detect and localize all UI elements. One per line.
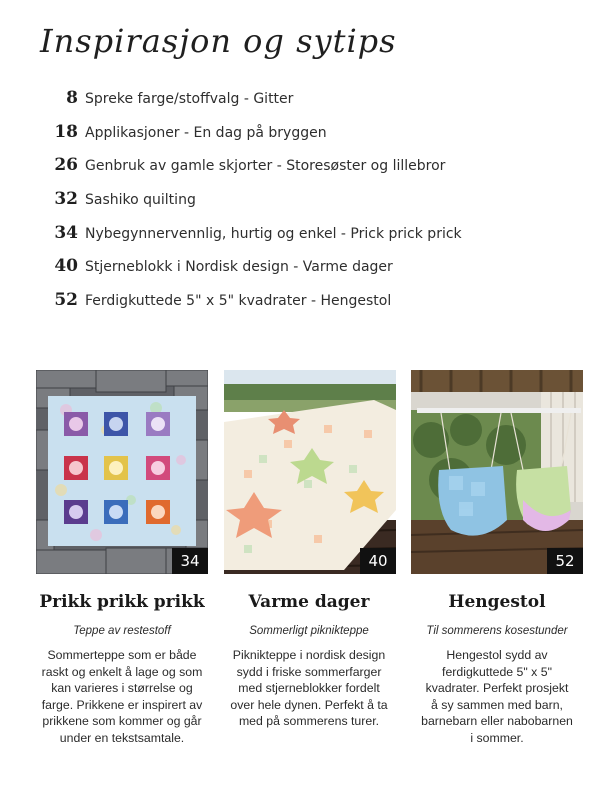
photo-varme-dager[interactable] bbox=[224, 370, 396, 574]
toc-item-title: Applikasjoner - En dag på bryggen bbox=[85, 124, 327, 141]
description-line: Piknikteppe i nordisk design bbox=[232, 648, 386, 662]
feature-title[interactable]: Varme dager bbox=[248, 592, 370, 612]
toc-item-title: Ferdigkuttede 5" x 5" kvadrater - Hengestol bbox=[85, 293, 392, 310]
description-line: Sommerteppe som er både bbox=[47, 648, 197, 662]
hanging-chairs-image bbox=[411, 370, 583, 574]
toc-item[interactable] bbox=[40, 88, 560, 122]
toc-item-title: Spreke farge/stoffvalg - Gitter bbox=[85, 91, 294, 107]
toc-item[interactable] bbox=[40, 155, 560, 189]
description-line: kan varieres i størrelse og bbox=[51, 681, 193, 696]
feature-subtitle: Til sommerens kosestunder bbox=[426, 625, 568, 637]
feature-title[interactable]: Prikk prikk prikk bbox=[39, 592, 205, 612]
table-of-contents bbox=[40, 88, 560, 324]
toc-item-title: Sashiko quilting bbox=[85, 192, 196, 209]
description-line: prikkene som kommer og går bbox=[42, 714, 202, 729]
toc-item[interactable] bbox=[40, 290, 560, 324]
toc-item[interactable] bbox=[40, 223, 560, 257]
description-line: Hengestol sydd av bbox=[446, 648, 548, 662]
description-line: med på sommerens turer. bbox=[238, 714, 380, 729]
toc-item[interactable] bbox=[40, 256, 560, 290]
toc-page-number: 34 bbox=[54, 222, 78, 243]
toc-item-title: Stjerneblokk i Nordisk design - Varme dager bbox=[85, 259, 393, 276]
feature-description bbox=[32, 647, 212, 747]
page-badge: 34 bbox=[172, 548, 208, 574]
description-line: med stjerneblokker fordelt bbox=[238, 681, 380, 696]
description-line: i sommer. bbox=[470, 730, 524, 745]
description-line: å sy sammen med barn, bbox=[431, 697, 563, 712]
description-line: farge. Prikkene er inspirert av bbox=[41, 697, 203, 712]
description-line: under en tekstsamtale. bbox=[59, 730, 185, 745]
toc-item[interactable] bbox=[40, 122, 560, 156]
toc-page-number: 32 bbox=[54, 189, 78, 210]
description-line: sydd i friske sommerfarger bbox=[236, 664, 382, 679]
description-line: over hele dynen. Perfekt å ta bbox=[230, 697, 388, 712]
feature-prikk-prikk-prikk bbox=[32, 592, 212, 747]
feature-varme-dager bbox=[219, 592, 399, 730]
toc-item-title: Nybegynnervennlig, hurtig og enkel - Prick prick prick bbox=[85, 225, 462, 242]
description-line: raskt og enkelt å lage og som bbox=[41, 664, 203, 679]
photo-prikk-prikk-prikk[interactable] bbox=[36, 370, 208, 574]
feature-description bbox=[407, 647, 587, 747]
description-line: barnebarn eller nabobarnen bbox=[421, 714, 573, 729]
toc-page-number: 52 bbox=[54, 290, 78, 311]
toc-page-number: 8 bbox=[66, 88, 78, 108]
feature-hengestol bbox=[407, 592, 587, 747]
page-badge: 40 bbox=[360, 548, 396, 574]
toc-page-number: 40 bbox=[54, 256, 78, 277]
feature-subtitle: Sommerligt piknikteppe bbox=[249, 625, 369, 637]
feature-description bbox=[219, 647, 399, 730]
page-title: Inspirasjon og sytips bbox=[40, 22, 397, 60]
photo-hengestol[interactable] bbox=[411, 370, 583, 574]
feature-title[interactable]: Hengestol bbox=[448, 592, 546, 612]
toc-page-number: 18 bbox=[54, 121, 78, 142]
toc-item-title: Genbruk av gamle skjorter - Storesøster og lillebror bbox=[85, 158, 446, 175]
toc-page-number: 26 bbox=[54, 155, 78, 176]
star-quilt-on-bench-image bbox=[224, 370, 396, 574]
description-line: kvadrater. Perfekt prosjekt bbox=[425, 681, 569, 696]
description-line: ferdigkuttede 5" x 5" bbox=[442, 664, 552, 679]
toc-item[interactable] bbox=[40, 189, 560, 223]
feature-subtitle: Teppe av restestoff bbox=[73, 625, 171, 637]
page-badge: 52 bbox=[547, 548, 583, 574]
quilt-on-stone-wall-image bbox=[36, 370, 208, 574]
